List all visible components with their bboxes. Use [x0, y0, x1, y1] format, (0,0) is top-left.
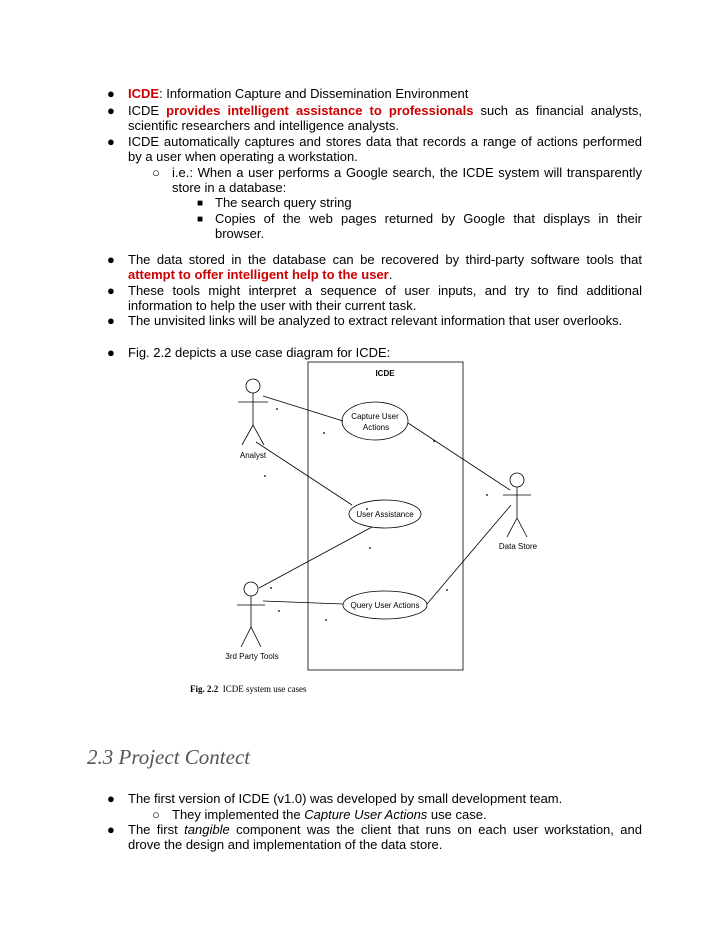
use-case-capture-user-actions: [342, 402, 408, 440]
text: They implemented the: [172, 807, 305, 822]
figure-number: Fig. 2.2: [190, 684, 219, 694]
bullet-icon: ●: [107, 252, 115, 267]
data-store-label: Data Store: [498, 542, 538, 551]
data-store-actor-icon: [503, 473, 531, 537]
subsub-bullet-continuation: browser.: [215, 226, 265, 241]
third-party-label: 3rd Party Tools: [225, 652, 279, 661]
bullet-captures-data: ICDE automatically captures and stores data that records a range of actions performed: [128, 134, 642, 149]
bullet-figure-reference: Fig. 2.2 depicts a use case diagram for ICDE:: [128, 345, 391, 360]
association-tools-query: [263, 601, 343, 604]
bullet-unvisited-links: The unvisited links will be analyzed to extract relevant information that user overlooks.: [128, 313, 623, 328]
text: .: [388, 267, 393, 282]
bullet-continuation: by a user when operating a workstation.: [128, 149, 358, 164]
text: The first: [128, 822, 185, 837]
association-analyst-assistance: [256, 442, 352, 505]
text: use case.: [427, 807, 487, 822]
section-heading: 2.3 Project Contect: [87, 745, 251, 769]
capture-label-line1: Capture User: [351, 412, 399, 421]
bullet-icon: ●: [107, 791, 115, 806]
bullet-continuation: drove the design and implementation of the data store.: [128, 837, 443, 852]
analyst-actor-icon: [238, 379, 268, 445]
text: component was the client that runs on each user workstation, and: [229, 822, 642, 837]
bullet-icon: ●: [107, 103, 115, 118]
sub-bullet-google-search: i.e.: When a user performs a Google search, the ICDE system will transparently: [172, 165, 642, 180]
figure-caption-text: ICDE system use cases: [222, 684, 307, 694]
capture-label-line2: Actions: [362, 423, 390, 432]
bullet-tools-interpret: These tools might interpret a sequence of user inputs, and try to find additional: [128, 283, 642, 298]
icde-term: ICDE: [128, 86, 160, 101]
bullet-icon: ●: [107, 134, 115, 149]
association-tools-assistance: [259, 527, 372, 588]
figure-caption: [190, 684, 306, 694]
bullet-icon: ●: [107, 313, 115, 328]
subsub-bullet-query-string: The search query string: [215, 195, 352, 210]
italic-text: Capture User Actions: [304, 807, 428, 822]
circle-bullet-icon: ○: [152, 165, 160, 180]
bullet-continuation: scientific researchers and intelligence analysts.: [128, 118, 399, 133]
circle-bullet-icon: ○: [152, 807, 160, 822]
icde-definition-text: : Information Capture and Dissemination Environment: [159, 86, 469, 101]
italic-text: tangible: [184, 822, 230, 837]
association-analyst-capture: [263, 396, 343, 421]
sub-bullet-capture-use-case: [172, 807, 487, 822]
bullet-tangible-component: [128, 822, 642, 837]
bullet-icon: ●: [107, 345, 115, 360]
subsub-bullet-web-pages: Copies of the web pages returned by Google that displays in their: [215, 211, 642, 226]
emphasis-text: provides intelligent assistance to professionals: [166, 103, 474, 118]
bullet-continuation: information to help the user with their current task.: [128, 298, 417, 313]
sub-bullet-continuation: store in a database:: [172, 180, 287, 195]
emphasis-text: attempt to offer intelligent help to the user: [128, 267, 389, 282]
bullet-icon: ●: [107, 283, 115, 298]
text: ICDE: [128, 103, 167, 118]
text: such as financial analysts,: [473, 103, 643, 118]
association-capture-datastore: [408, 423, 510, 490]
square-bullet-icon: ■: [197, 214, 204, 225]
system-title: ICDE: [375, 369, 395, 378]
association-query-datastore: [427, 505, 511, 604]
analyst-label: Analyst: [239, 451, 267, 460]
square-bullet-icon: ■: [197, 198, 204, 209]
bullet-icon: ●: [107, 822, 115, 837]
bullet-first-version: The first version of ICDE (v1.0) was developed by small development team.: [128, 791, 563, 806]
bullet-data-recovered: The data stored in the database can be recovered by third-party software tools that: [128, 252, 642, 267]
query-label: Query User Actions: [350, 601, 420, 610]
bullet-icon: ●: [107, 86, 115, 101]
assistance-label: User Assistance: [356, 510, 414, 519]
third-party-tools-actor-icon: [237, 582, 265, 647]
